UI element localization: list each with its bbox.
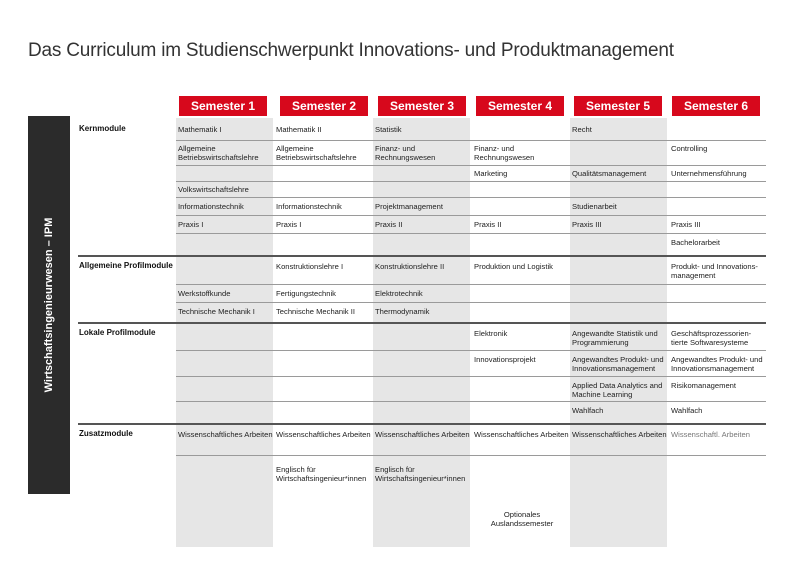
module-cell: Produkt- und Innovations- management (671, 262, 758, 280)
row-divider (176, 165, 766, 166)
module-cell: Informationstechnik (276, 202, 342, 211)
section-label-allgemeine-profilmodule: Allgemeine Profilmodule (79, 261, 173, 270)
module-cell: Wahlfach (572, 406, 604, 415)
module-cell: Thermodynamik (375, 307, 430, 316)
module-cell: Wissenschaftliches Arbeiten (178, 430, 273, 439)
semester-header-1: Semester 1 (179, 96, 267, 116)
module-cell: Projektmanagement (375, 202, 443, 211)
row-divider (176, 350, 766, 351)
module-cell: Volkswirtschaftslehre (178, 185, 249, 194)
module-cell: Studienarbeit (572, 202, 617, 211)
column-bg-semester-1 (176, 118, 273, 547)
module-cell: Werkstoffkunde (178, 289, 231, 298)
row-divider (176, 376, 766, 377)
module-cell: Innovationsprojekt (474, 355, 536, 364)
module-cell: Praxis I (178, 220, 204, 229)
module-cell: Wissenschaftliches Arbeiten (375, 430, 470, 439)
module-cell: Konstruktionslehre II (375, 262, 445, 271)
module-cell: Geschäftsprozessorien- tierte Softwaresysteme (671, 329, 752, 347)
module-cell: Fertigungstechnik (276, 289, 336, 298)
section-divider (78, 322, 766, 324)
module-cell: Mathematik II (276, 125, 322, 134)
module-cell: Englisch für Wirtschaftsingenieur*innen (375, 465, 466, 483)
module-cell: Mathematik I (178, 125, 222, 134)
section-label-zusatzmodule: Zusatzmodule (79, 429, 133, 438)
module-cell: Wissenschaftliches Arbeiten (474, 430, 569, 439)
page-title: Das Curriculum im Studienschwerpunkt Innovations- und Produktmanagement (28, 40, 674, 61)
row-divider (176, 233, 766, 234)
row-divider (176, 302, 766, 303)
module-cell: Controlling (671, 144, 708, 153)
module-cell: Unternehmensführung (671, 169, 747, 178)
module-cell: Technische Mechanik II (276, 307, 355, 316)
module-cell: Wahlfach (671, 406, 703, 415)
section-label-lokale-profilmodule: Lokale Profilmodule (79, 328, 156, 337)
module-cell: Risikomanagement (671, 381, 736, 390)
module-cell: Recht (572, 125, 592, 134)
row-divider (176, 455, 766, 456)
section-label-kernmodule: Kernmodule (79, 124, 126, 133)
row-divider (176, 181, 766, 182)
module-cell: Bachelorarbeit (671, 238, 720, 247)
module-cell: Finanz- und Rechnungswesen (474, 144, 535, 162)
semester-header-2: Semester 2 (280, 96, 368, 116)
module-cell: Angewandtes Produkt- und Innovationsmanagement (671, 355, 763, 373)
semester-header-6: Semester 6 (672, 96, 760, 116)
module-cell: Englisch für Wirtschaftsingenieur*innen (276, 465, 367, 483)
module-cell: Qualitätsmanagement (572, 169, 647, 178)
module-cell: Angewandte Statistik und Programmierung (572, 329, 658, 347)
module-cell: Praxis III (671, 220, 701, 229)
semester-header-3: Semester 3 (378, 96, 466, 116)
module-cell: Elektronik (474, 329, 508, 338)
row-divider (176, 215, 766, 216)
module-cell: Praxis III (572, 220, 602, 229)
module-cell-auslandssemester: Optionales Auslandssemester (490, 510, 554, 528)
module-cell: Wissenschaftliches Arbeiten (572, 430, 667, 439)
module-cell: Praxis I (276, 220, 302, 229)
module-cell: Wissenschaftl. Arbeiten (671, 430, 750, 439)
section-divider (78, 423, 766, 425)
row-divider (176, 401, 766, 402)
module-cell: Angewandtes Produkt- und Innovationsmanagement (572, 355, 664, 373)
program-label: Wirtschaftsingenieurwesen – IPM (43, 217, 55, 393)
row-divider (176, 197, 766, 198)
module-cell: Applied Data Analytics and Machine Learning (572, 381, 663, 399)
module-cell: Statistik (375, 125, 402, 134)
semester-header-4: Semester 4 (476, 96, 564, 116)
module-cell: Praxis II (474, 220, 502, 229)
module-cell: Technische Mechanik I (178, 307, 255, 316)
module-cell: Produktion und Logistik (474, 262, 553, 271)
module-cell: Allgemeine Betriebswirtschaftslehre (178, 144, 259, 162)
module-cell: Praxis II (375, 220, 403, 229)
section-divider (78, 255, 766, 257)
module-cell: Elektrotechnik (375, 289, 423, 298)
module-cell: Allgemeine Betriebswirtschaftslehre (276, 144, 357, 162)
module-cell: Marketing (474, 169, 508, 178)
module-cell: Informationstechnik (178, 202, 244, 211)
module-cell: Wissenschaftliches Arbeiten (276, 430, 371, 439)
module-cell: Finanz- und Rechnungswesen (375, 144, 436, 162)
semester-header-5: Semester 5 (574, 96, 662, 116)
row-divider (176, 284, 766, 285)
row-divider (176, 140, 766, 141)
module-cell: Konstruktionslehre I (276, 262, 344, 271)
